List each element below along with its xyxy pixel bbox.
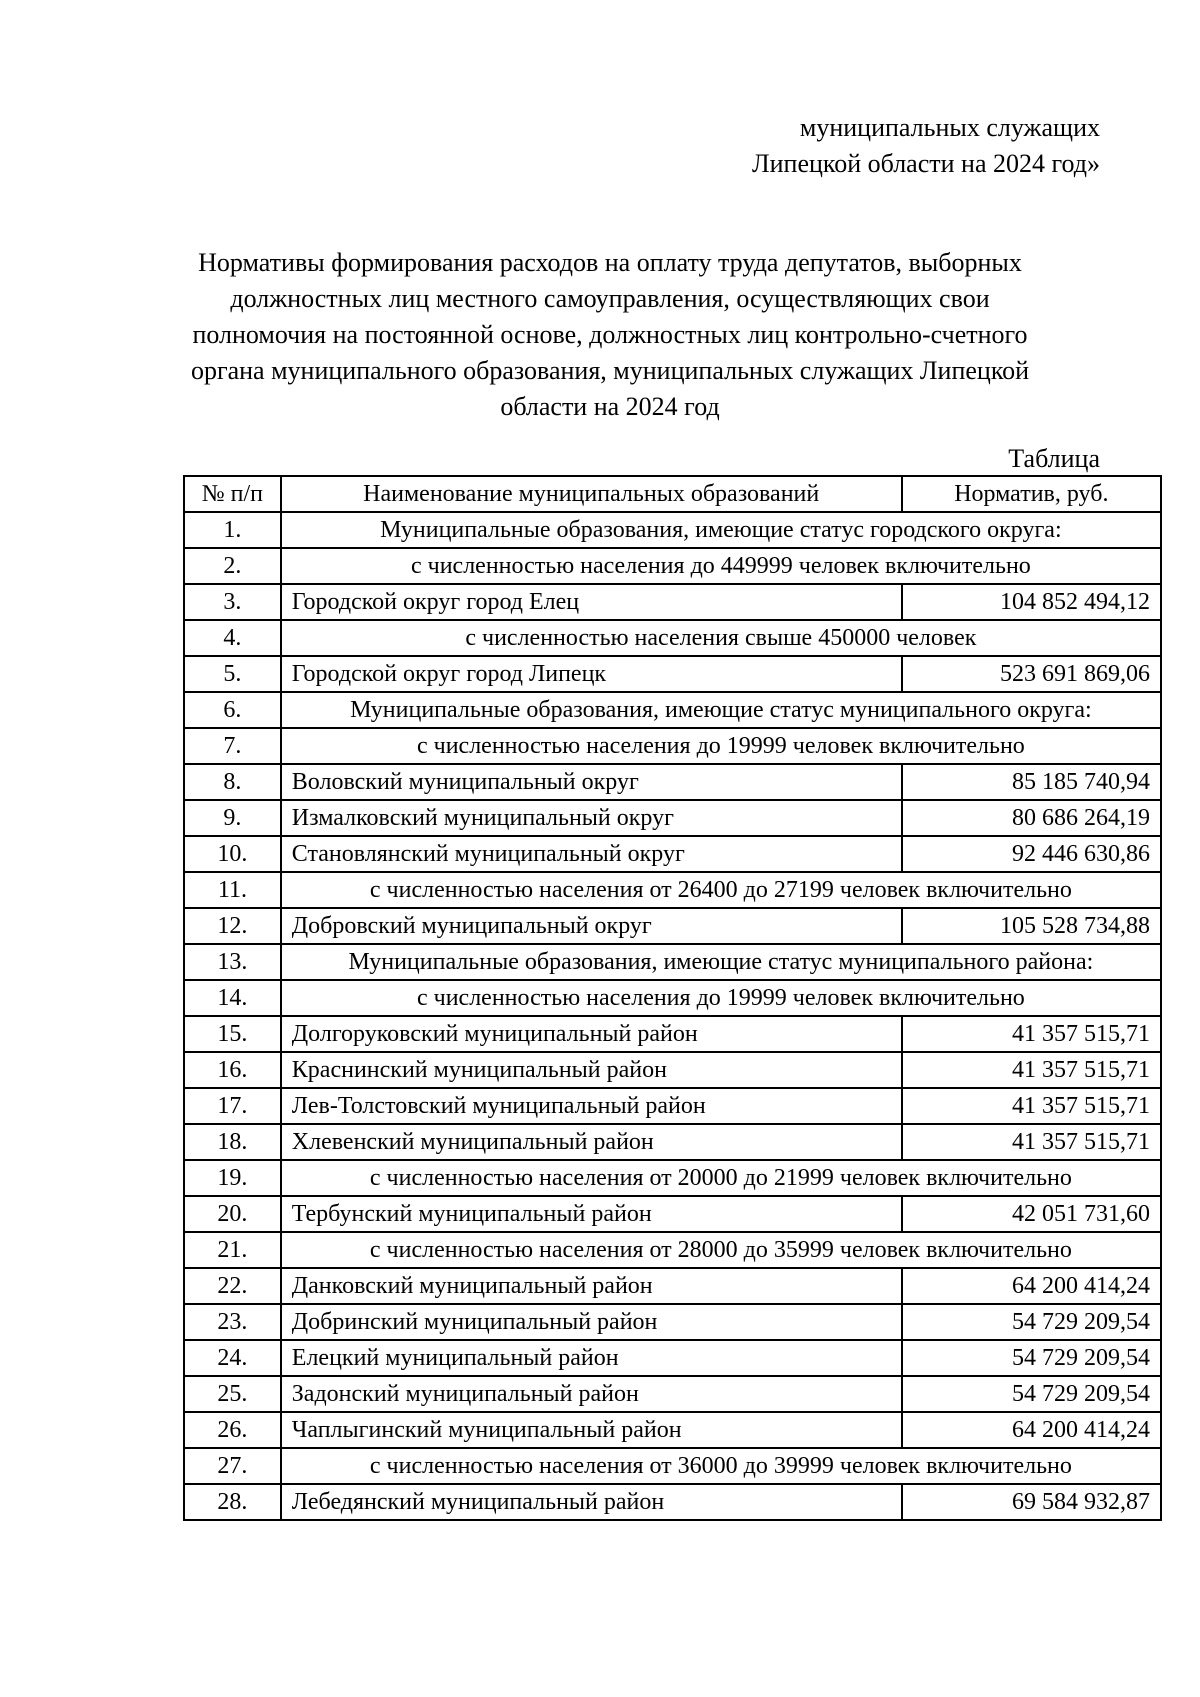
table-group-row xyxy=(184,872,1161,908)
municipality-name: Долгоруковский муниципальный район xyxy=(281,1016,902,1052)
row-number: 17. xyxy=(184,1088,281,1124)
table-row xyxy=(184,764,1161,800)
title-line-3: полномочия на постоянной основе, должностных лиц контрольно-счетного xyxy=(192,320,1028,349)
municipality-name: Воловский муниципальный округ xyxy=(281,764,902,800)
row-number: 6. xyxy=(184,692,281,728)
table-row xyxy=(184,1016,1161,1052)
row-number: 9. xyxy=(184,800,281,836)
row-number: 28. xyxy=(184,1484,281,1520)
table-row xyxy=(184,800,1161,836)
norm-value: 54 729 209,54 xyxy=(902,1376,1161,1412)
municipality-name: Данковский муниципальный район xyxy=(281,1268,902,1304)
table-group-row xyxy=(184,1448,1161,1484)
municipality-name: Становлянский муниципальный округ xyxy=(281,836,902,872)
column-header-value: Норматив, руб. xyxy=(902,476,1161,512)
table-row xyxy=(184,584,1161,620)
norm-value: 104 852 494,12 xyxy=(902,584,1161,620)
row-number: 3. xyxy=(184,584,281,620)
group-heading: Муниципальные образования, имеющие статус городского округа: xyxy=(281,512,1161,548)
table-row xyxy=(184,1304,1161,1340)
norm-value: 69 584 932,87 xyxy=(902,1484,1161,1520)
table-group-row xyxy=(184,1232,1161,1268)
municipality-name: Елецкий муниципальный район xyxy=(281,1340,902,1376)
norm-value: 54 729 209,54 xyxy=(902,1340,1161,1376)
table-group-row xyxy=(184,944,1161,980)
municipality-name: Измалковский муниципальный округ xyxy=(281,800,902,836)
table-row xyxy=(184,1340,1161,1376)
document-header xyxy=(752,110,1100,182)
title-line-5: области на 2024 год xyxy=(500,392,720,421)
norm-value: 92 446 630,86 xyxy=(902,836,1161,872)
row-number: 13. xyxy=(184,944,281,980)
group-heading: с численностью населения от 26400 до 27199 человек включительно xyxy=(281,872,1161,908)
group-heading: с численностью населения до 449999 человек включительно xyxy=(281,548,1161,584)
table-body xyxy=(184,512,1161,1520)
table-row xyxy=(184,1484,1161,1520)
table-row xyxy=(184,1376,1161,1412)
row-number: 21. xyxy=(184,1232,281,1268)
norm-value: 42 051 731,60 xyxy=(902,1196,1161,1232)
table-row xyxy=(184,836,1161,872)
municipality-name: Тербунский муниципальный район xyxy=(281,1196,902,1232)
table-row xyxy=(184,1124,1161,1160)
group-heading: с численностью населения до 19999 человек включительно xyxy=(281,728,1161,764)
column-header-name: Наименование муниципальных образований xyxy=(281,476,902,512)
group-heading: Муниципальные образования, имеющие статус муниципального района: xyxy=(281,944,1161,980)
norm-value: 41 357 515,71 xyxy=(902,1016,1161,1052)
municipality-name: Лебедянский муниципальный район xyxy=(281,1484,902,1520)
group-heading: с численностью населения от 28000 до 35999 человек включительно xyxy=(281,1232,1161,1268)
table-group-row xyxy=(184,980,1161,1016)
table-row xyxy=(184,908,1161,944)
row-number: 20. xyxy=(184,1196,281,1232)
row-number: 10. xyxy=(184,836,281,872)
row-number: 23. xyxy=(184,1304,281,1340)
norm-value: 64 200 414,24 xyxy=(902,1268,1161,1304)
document-title xyxy=(180,245,1040,425)
norm-value: 85 185 740,94 xyxy=(902,764,1161,800)
row-number: 15. xyxy=(184,1016,281,1052)
table-row xyxy=(184,1268,1161,1304)
row-number: 11. xyxy=(184,872,281,908)
title-line-2: должностных лиц местного самоуправления, осуществляющих свои xyxy=(230,284,990,313)
column-header-number: № п/п xyxy=(184,476,281,512)
group-heading: с численностью населения свыше 450000 человек xyxy=(281,620,1161,656)
row-number: 2. xyxy=(184,548,281,584)
row-number: 8. xyxy=(184,764,281,800)
table-group-row xyxy=(184,728,1161,764)
row-number: 22. xyxy=(184,1268,281,1304)
table-row xyxy=(184,1088,1161,1124)
municipality-name: Лев-Толстовский муниципальный район xyxy=(281,1088,902,1124)
row-number: 25. xyxy=(184,1376,281,1412)
table-group-row xyxy=(184,548,1161,584)
norm-value: 54 729 209,54 xyxy=(902,1304,1161,1340)
row-number: 19. xyxy=(184,1160,281,1196)
norm-value: 80 686 264,19 xyxy=(902,800,1161,836)
group-heading: с численностью населения до 19999 человек включительно xyxy=(281,980,1161,1016)
norm-value: 41 357 515,71 xyxy=(902,1052,1161,1088)
header-line-1: муниципальных служащих xyxy=(799,113,1100,142)
row-number: 4. xyxy=(184,620,281,656)
municipality-name: Городской округ город Липецк xyxy=(281,656,902,692)
norm-value: 105 528 734,88 xyxy=(902,908,1161,944)
group-heading: с численностью населения от 36000 до 39999 человек включительно xyxy=(281,1448,1161,1484)
municipality-name: Задонский муниципальный район xyxy=(281,1376,902,1412)
row-number: 7. xyxy=(184,728,281,764)
row-number: 16. xyxy=(184,1052,281,1088)
group-heading: с численностью населения от 20000 до 21999 человек включительно xyxy=(281,1160,1161,1196)
municipality-name: Хлевенский муниципальный район xyxy=(281,1124,902,1160)
row-number: 14. xyxy=(184,980,281,1016)
norm-value: 41 357 515,71 xyxy=(902,1088,1161,1124)
title-line-4: органа муниципального образования, муниципальных служащих Липецкой xyxy=(190,356,1030,385)
header-line-2: Липецкой области на 2024 год» xyxy=(751,149,1100,178)
row-number: 12. xyxy=(184,908,281,944)
row-number: 18. xyxy=(184,1124,281,1160)
norms-table xyxy=(183,475,1162,1521)
municipality-name: Добровский муниципальный округ xyxy=(281,908,902,944)
table-group-row xyxy=(184,1160,1161,1196)
table-group-row xyxy=(184,692,1161,728)
title-line-1: Нормативы формирования расходов на оплату труда депутатов, выборных xyxy=(198,248,1022,277)
table-row xyxy=(184,1412,1161,1448)
table-group-row xyxy=(184,512,1161,548)
row-number: 5. xyxy=(184,656,281,692)
table-group-row xyxy=(184,620,1161,656)
municipality-name: Добринский муниципальный район xyxy=(281,1304,902,1340)
table-header-row xyxy=(184,476,1161,512)
norm-value: 64 200 414,24 xyxy=(902,1412,1161,1448)
norm-value: 41 357 515,71 xyxy=(902,1124,1161,1160)
municipality-name: Городской округ город Елец xyxy=(281,584,902,620)
row-number: 24. xyxy=(184,1340,281,1376)
table-row xyxy=(184,1196,1161,1232)
municipality-name: Чаплыгинский муниципальный район xyxy=(281,1412,902,1448)
table-label: Таблица xyxy=(1008,444,1100,473)
row-number: 1. xyxy=(184,512,281,548)
group-heading: Муниципальные образования, имеющие статус муниципального округа: xyxy=(281,692,1161,728)
table-row xyxy=(184,1052,1161,1088)
row-number: 26. xyxy=(184,1412,281,1448)
municipality-name: Краснинский муниципальный район xyxy=(281,1052,902,1088)
row-number: 27. xyxy=(184,1448,281,1484)
table-row xyxy=(184,656,1161,692)
norm-value: 523 691 869,06 xyxy=(902,656,1161,692)
